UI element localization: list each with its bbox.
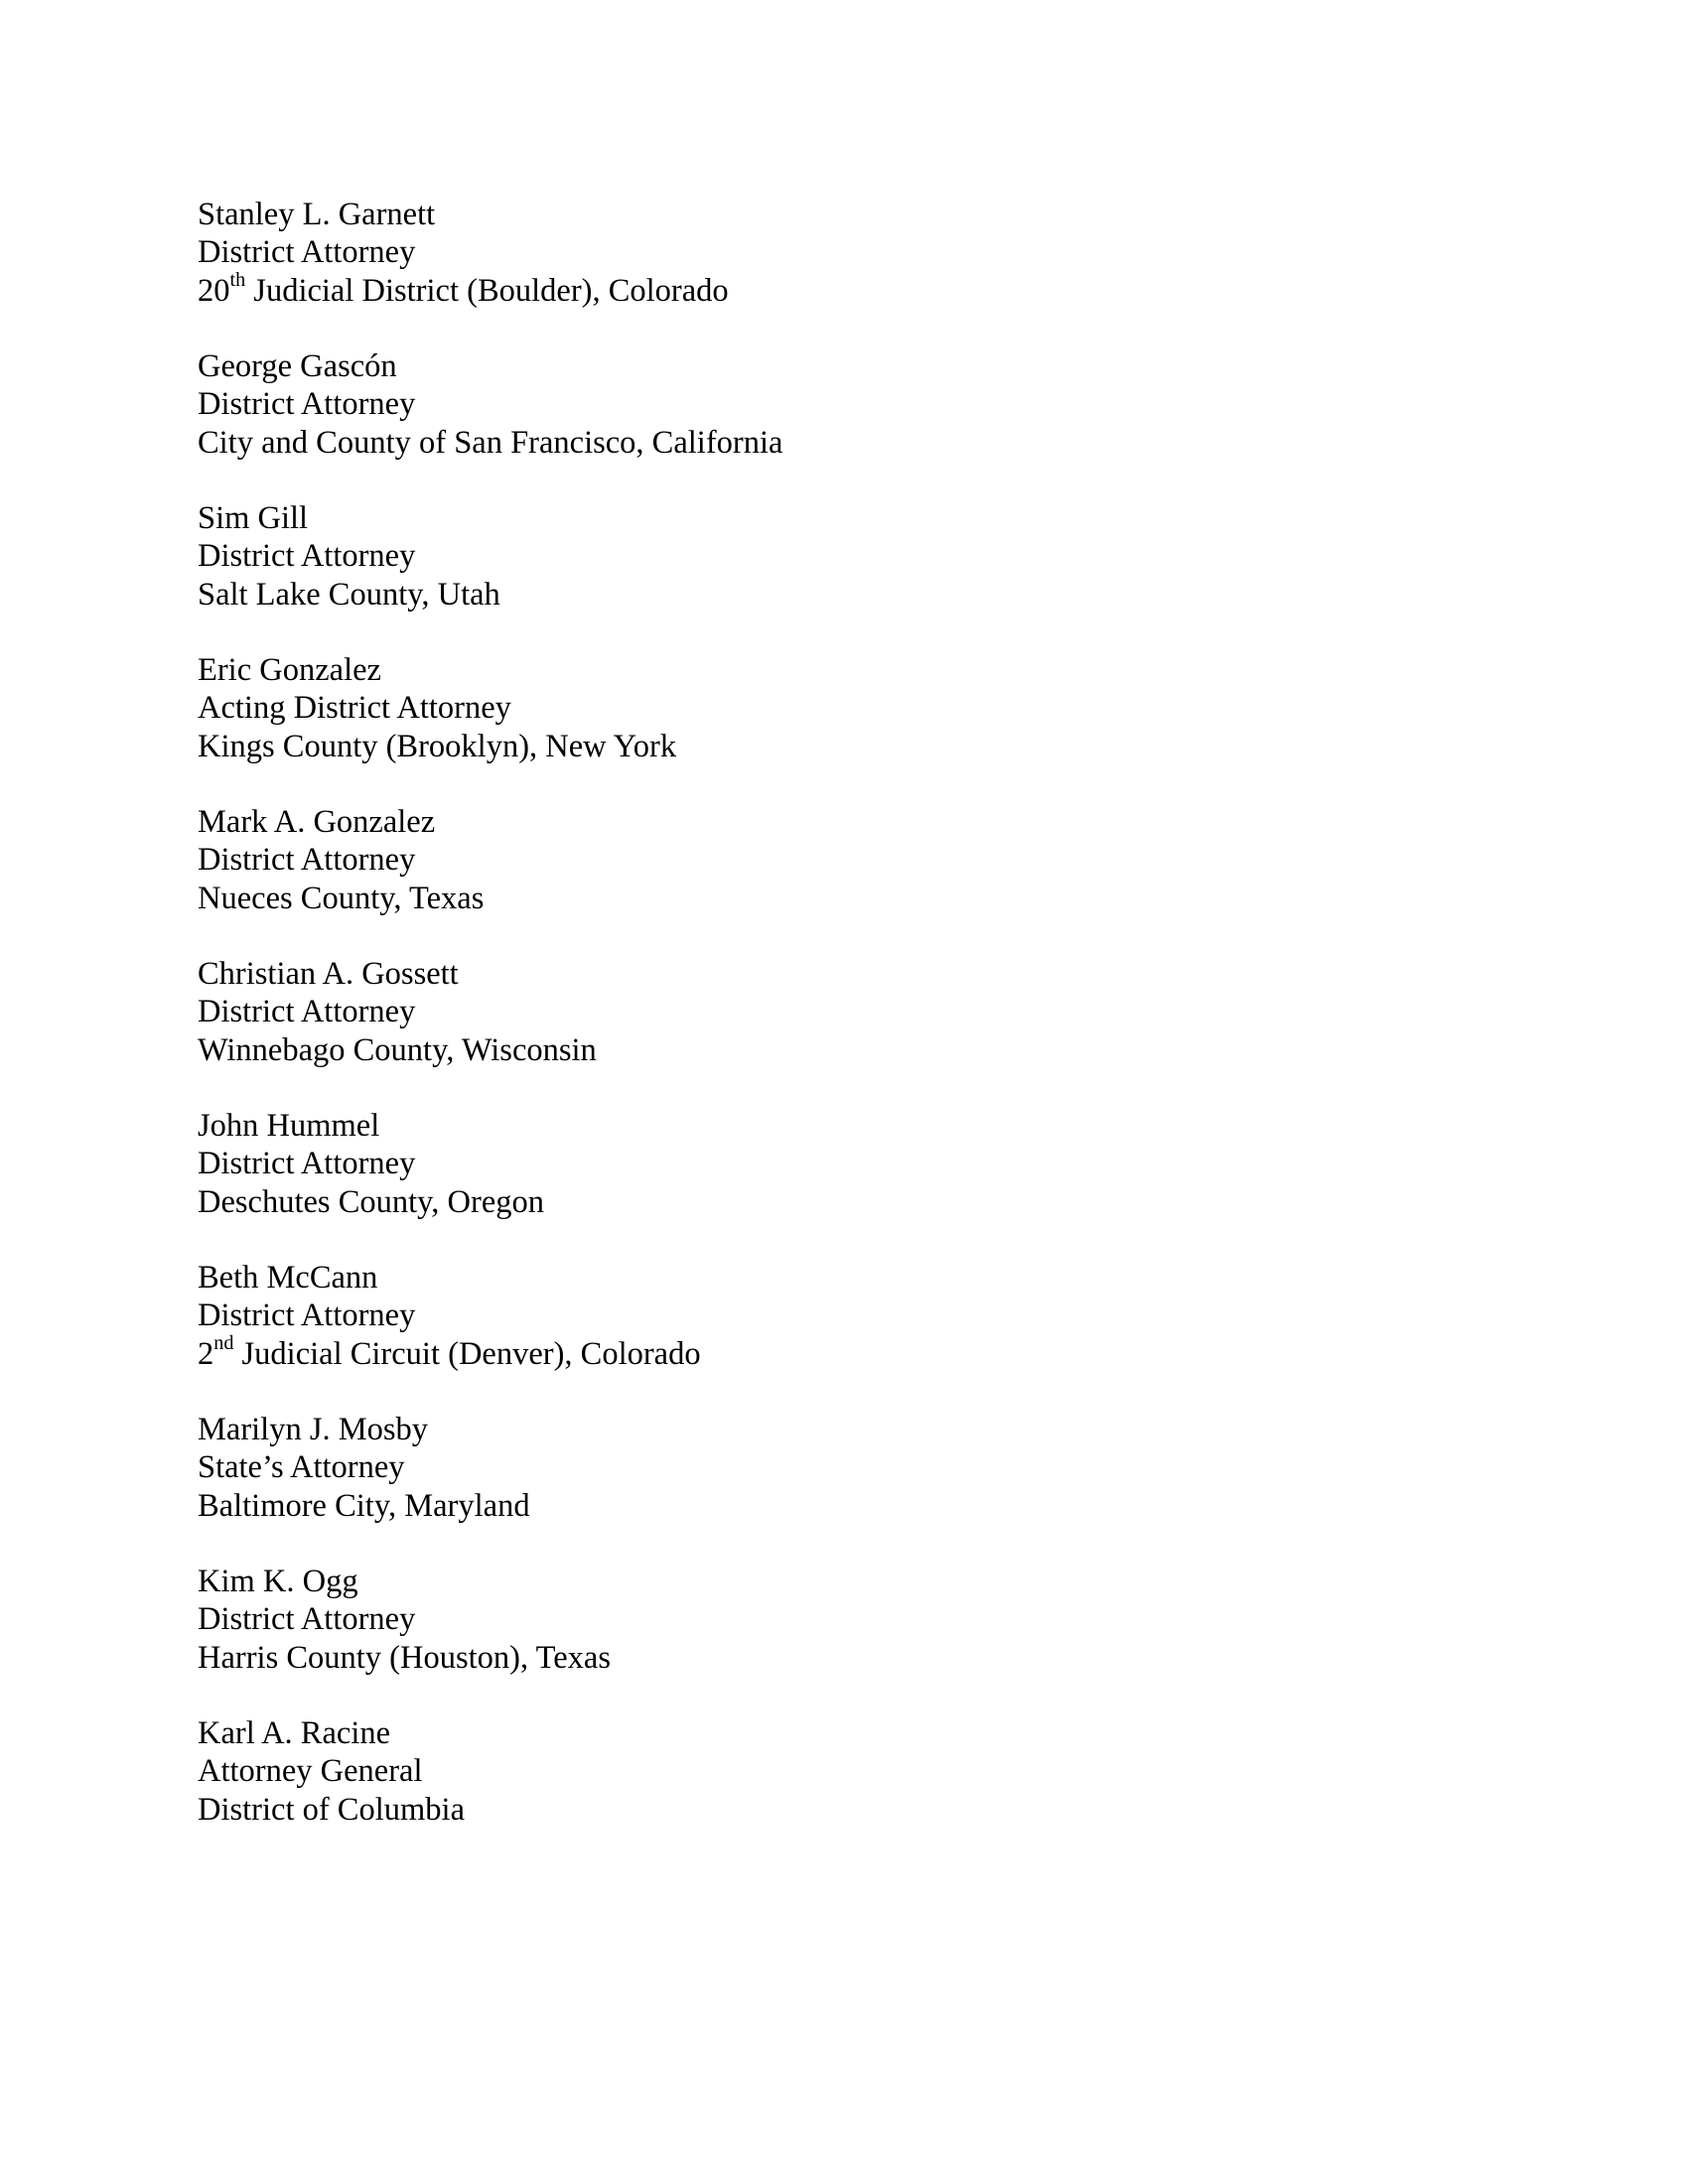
signatory-title: Acting District Attorney <box>198 690 511 727</box>
signatory-name: Eric Gonzalez <box>198 652 381 688</box>
signatory-jurisdiction: Nueces County, Texas <box>198 880 485 916</box>
signatory-title: District Attorney <box>198 994 416 1030</box>
signatory-entry <box>198 347 1488 499</box>
signatory-entry <box>198 1714 1488 1866</box>
signatory-title: District Attorney <box>198 1601 416 1638</box>
ordinal-suffix: nd <box>213 1331 234 1354</box>
signatory-title: District Attorney <box>198 538 416 575</box>
signatory-name: John Hummel <box>198 1108 380 1144</box>
signatory-jurisdiction: Kings County (Brooklyn), New York <box>198 728 677 764</box>
signatory-entry <box>198 1411 1488 1563</box>
signatory-entry <box>198 651 1488 803</box>
signatory-entry <box>198 196 1488 347</box>
signatory-jurisdiction: 20th Judicial District (Boulder), Colorado <box>198 268 729 309</box>
signatory-title: District Attorney <box>198 234 416 271</box>
signatory-name: Stanley L. Garnett <box>198 197 436 232</box>
signatory-entry <box>198 803 1488 955</box>
signatory-title: District Attorney <box>198 842 416 879</box>
signatory-jurisdiction: Baltimore City, Maryland <box>198 1487 530 1524</box>
signatory-jurisdiction: 2nd Judicial Circuit (Denver), Colorado <box>198 1331 701 1372</box>
signatory-name: Karl A. Racine <box>198 1715 391 1751</box>
signatory-jurisdiction: Winnebago County, Wisconsin <box>198 1031 597 1068</box>
signatory-jurisdiction: Deschutes County, Oregon <box>198 1183 545 1220</box>
signatory-title: District Attorney <box>198 1146 416 1182</box>
signatory-jurisdiction: Harris County (Houston), Texas <box>198 1639 611 1676</box>
signatory-entry <box>198 1259 1488 1411</box>
signatory-jurisdiction: City and County of San Francisco, California <box>198 424 783 461</box>
signatory-entry <box>198 1107 1488 1259</box>
signatory-title: District Attorney <box>198 386 416 423</box>
signatory-name: Mark A. Gonzalez <box>198 804 436 840</box>
signatory-name: George Gascón <box>198 348 397 384</box>
signatory-jurisdiction: District of Columbia <box>198 1791 465 1828</box>
signatory-title: Attorney General <box>198 1753 423 1790</box>
signatory-name: Marilyn J. Mosby <box>198 1412 429 1447</box>
signatory-list <box>198 196 1488 1866</box>
signatory-name: Christian A. Gossett <box>198 956 459 992</box>
signatory-entry <box>198 499 1488 651</box>
ordinal-suffix: th <box>229 268 246 291</box>
signatory-jurisdiction: Salt Lake County, Utah <box>198 576 500 613</box>
signatory-name: Kim K. Ogg <box>198 1564 358 1599</box>
signatory-name: Beth McCann <box>198 1260 378 1296</box>
signatory-entry <box>198 955 1488 1107</box>
signatory-title: District Attorney <box>198 1297 416 1334</box>
signatory-title: State’s Attorney <box>198 1449 405 1486</box>
signatory-name: Sim Gill <box>198 500 309 536</box>
signatory-entry <box>198 1563 1488 1714</box>
